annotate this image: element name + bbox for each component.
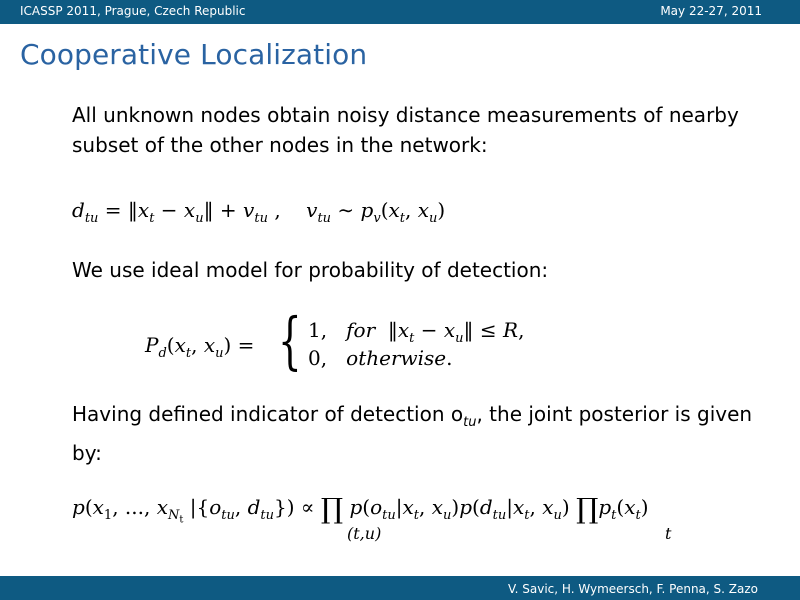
paragraph-line: All unknown nodes obtain noisy distance measurements of nearby (72, 103, 739, 127)
detection-lhs: $P_d(x_t$, $x_u$) = (145, 333, 255, 361)
paragraph-line: Having defined indicator of detection $o_{tu}$, the joint posterior is given (72, 402, 753, 430)
footer-bar (0, 576, 800, 600)
conference-label: ICASSP 2011, Prague, Czech Republic (20, 4, 246, 18)
product-index-tu: (t,u) (347, 524, 382, 543)
paragraph-line: by: (72, 441, 102, 465)
paragraph-measurements (72, 100, 772, 160)
product-index-t: t (665, 524, 672, 543)
header-bar (0, 0, 800, 24)
posterior-equation: $p(x_1$, ..., $x_{N_t}$ $|\{o_{tu}$, $d_{tu}$}) ∝ ∏ $p(o_{tu}|x_t$, $x_u)p(d_{tu}|x_t$, $x_u$) $\prod p_t(x_t)$ (72, 492, 649, 526)
slide-title: Cooperative Localization (20, 38, 368, 71)
distance-equation: $d_{tu}$ = $‖x_t$ − $x_u‖ + v_{tu}$ , $v_{tu}$ ∼ $p_v(x_t$, $x_u$) (72, 198, 446, 226)
paragraph-detection: We use ideal model for probability of detection: (72, 258, 549, 282)
date-label: May 22-27, 2011 (660, 4, 762, 18)
case-one: 1, for $‖x_t$ − $x_u‖ \le R$, (308, 318, 525, 346)
paragraph-line: subset of the other nodes in the network: (72, 133, 488, 157)
case-zero: 0, otherwise. (308, 346, 453, 370)
left-brace: { (278, 304, 302, 377)
authors-label: V. Savic, H. Wymeersch, F. Penna, S. Zazo (507, 582, 758, 596)
paragraph-posterior (72, 399, 772, 468)
